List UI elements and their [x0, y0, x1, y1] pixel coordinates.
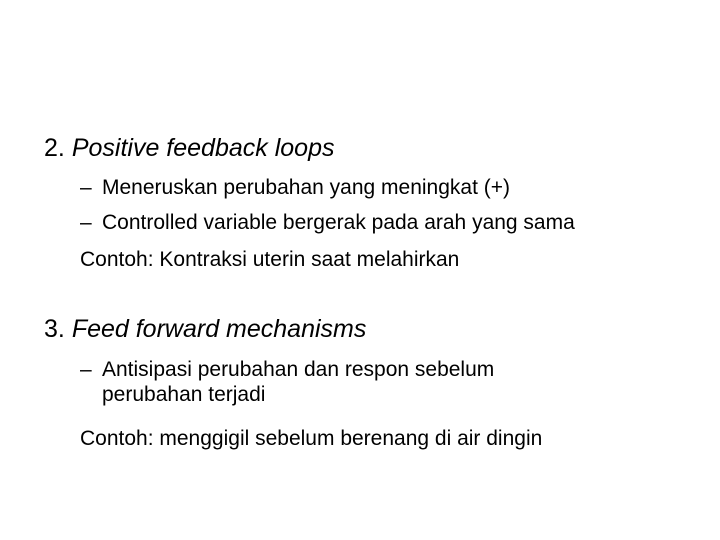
dash-marker: – — [80, 358, 92, 381]
section-2-bullet-1-text: Meneruskan perubahan yang meningkat (+) — [102, 176, 511, 199]
section-2-heading — [44, 133, 334, 163]
section-2-example: Contoh: Kontraksi uterin saat melahirkan — [80, 248, 460, 271]
section-2-bullet-2 — [80, 210, 575, 235]
section-3-example: Contoh: menggigil sebelum berenang di air dingin — [80, 427, 543, 450]
section-3-title: Feed forward mechanisms — [71, 315, 367, 343]
section-3-bullet-1 — [80, 357, 494, 407]
section-3-number: 3. — [44, 315, 65, 343]
section-3-bullet-1-text: Antisipasi perubahan dan respon sebelum — [102, 358, 495, 381]
section-2-title: Positive feedback loops — [71, 134, 335, 162]
section-2-bullet-1 — [80, 175, 510, 200]
dash-marker: – — [80, 211, 92, 234]
section-3-bullet-1-continuation: perubahan terjadi — [102, 383, 266, 406]
dash-marker: – — [80, 176, 92, 199]
section-3-heading — [44, 314, 366, 344]
section-2-bullet-2-text: Controlled variable bergerak pada arah yang sama — [102, 211, 575, 234]
section-2-number: 2. — [44, 134, 65, 162]
